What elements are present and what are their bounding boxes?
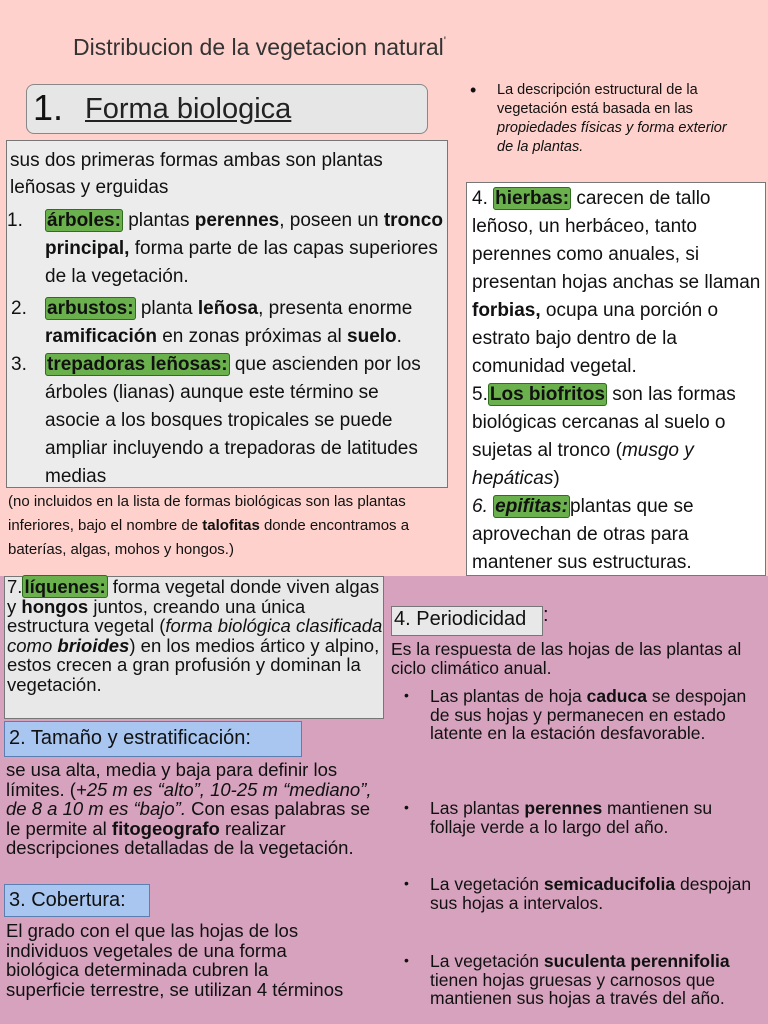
list-item: 5. Los biofritos son las formas biológicas cercanas al suelo o sujetas al tronco (musgo y hepáticas) (472, 384, 736, 489)
excluded-forms-note: (no incluidos en la lista de formas biológicas son las plantas inferiores, bajo el nombre de talofitas donde encontramos a baterías, algas, mohos y hongos.) (8, 493, 410, 558)
section-2-header: 2. Tamaño y estratificación: (4, 721, 302, 757)
woody-forms-box (6, 140, 448, 488)
page-title: Distribucion de la vegetacion natural' (73, 34, 447, 60)
structural-description: La descripción estructural de la vegetación está basada en las propiedades físicas y forma exterior de la plantas. (497, 82, 727, 155)
bullet-icon: • (404, 875, 409, 891)
bullet-icon: • (404, 952, 409, 968)
section-3-text: El grado con el que las hojas de los individuos vegetales de una forma biológica determinada cubren la superficie terrestre, se utilizan 4 términos (6, 920, 344, 1000)
bullet-icon: • (404, 687, 409, 703)
woody-forms-intro: sus dos primeras formas ambas son plantas leñosas y erguidas (10, 150, 383, 198)
section-4-colon: : (543, 604, 549, 626)
list-item: Las plantas de hoja caduca se despojan de sus hojas y permanecen en estado latente en la estación desfavorable. (430, 686, 747, 743)
herbaceous-forms-box (466, 182, 766, 576)
bullet-icon: • (404, 799, 409, 815)
section-3-header: 3. Cobertura: (4, 884, 150, 917)
section-1-number: 1. (33, 87, 64, 128)
list-item: 3. trepadoras leñosas: que ascienden por los árboles (lianas) aunque este término se asocie a los bosques tropicales se puede ampliar incluyendo a trepadoras de latitudes medias (11, 354, 421, 487)
list-item: 1. árboles: plantas perennes, poseen un tronco principal, forma parte de las capas superiores de la vegetación. (7, 210, 443, 287)
section-2-text: se usa alta, media y baja para definir los límites. (+25 m es “alto”, 10-25 m “mediano”, de 8 a 10 m es “bajo”. Con esas palabras se le permite al fitogeografo realizar descripciones detalladas de la vegetación. (6, 759, 372, 858)
list-item: Las plantas perennes mantienen su follaje verde a lo largo del año. (430, 798, 713, 837)
list-item: 2. arbustos: planta leñosa, presenta enorme ramificación en zonas próximas al suelo. (11, 298, 413, 347)
list-item: La vegetación semicaducifolia despojan sus hojas a intervalos. (430, 874, 752, 913)
section-4-intro: Es la respuesta de las hojas de las plantas al ciclo climático anual. (391, 639, 742, 678)
lichens-box: 7. líquenes: forma vegetal donde viven algas y hongos juntos, creando una única estructura vegetal (forma biológica clasificada como brioides) en los medios ártico y alpino, estos crecen a gran profusión y dominan la vegetación. (4, 576, 384, 719)
section-4-header: 4. Periodicidad (391, 606, 543, 636)
list-item: 6. epifitas: plantas que se aprovechan de otras para mantener sus estructuras. (472, 496, 694, 573)
bullet-icon: • (470, 80, 477, 100)
list-item: 4. hierbas: carecen de tallo leñoso, un herbáceo, tanto perennes como anuales, si presentan hojas anchas se llaman forbias, ocupa una porción o estrato bajo dentro de la comunidad vegetal. (472, 188, 761, 377)
list-item: La vegetación suculenta perennifolia tienen hojas gruesas y carnosos que mantienen sus hojas a través del año. (430, 951, 730, 1008)
section-1-label: Forma biologica (85, 93, 292, 125)
section-1-header (26, 84, 428, 134)
